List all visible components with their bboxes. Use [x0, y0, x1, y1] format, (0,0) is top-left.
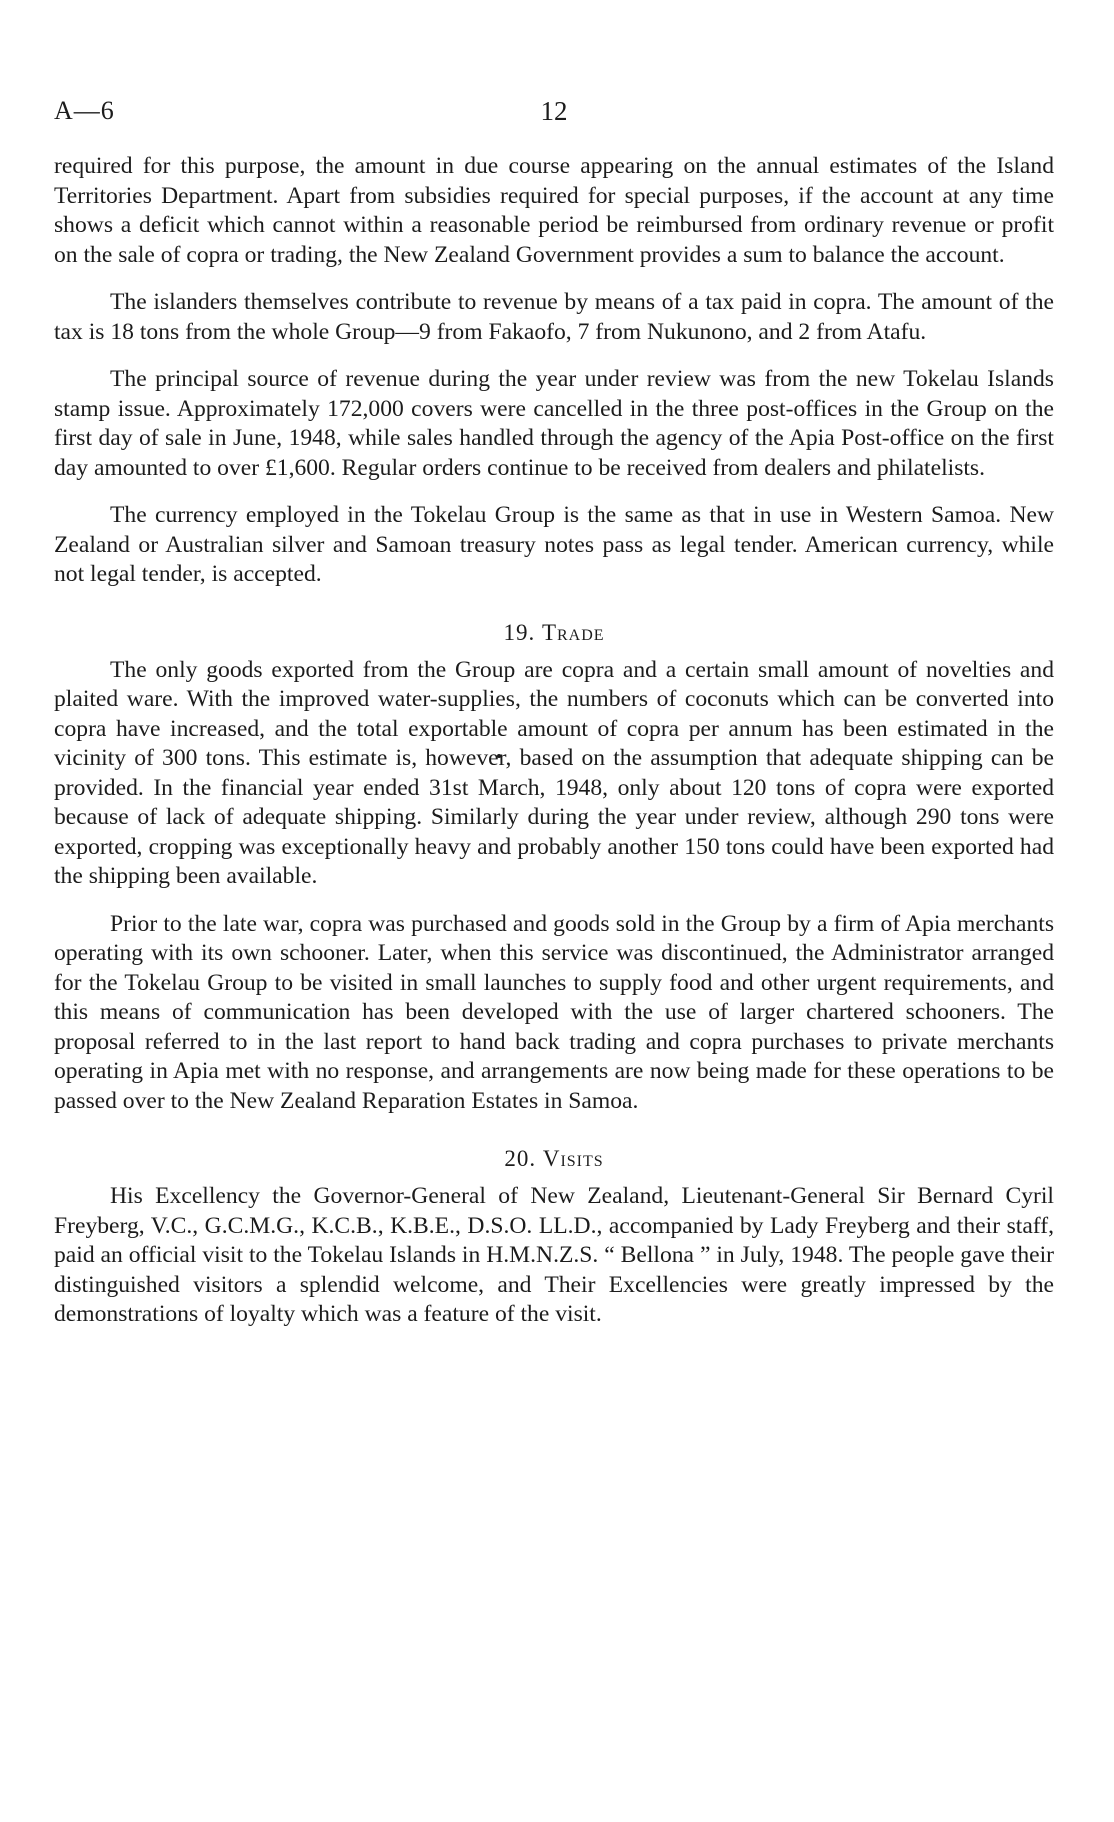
section-title: Visits: [542, 1146, 604, 1171]
paragraph-intro-3: The principal source of revenue during the year under review was from the new Tokelau Islands stamp issue. Approximately 172,000 covers were cancelled in the three post-offices in the Group on the first day of sale in June, 1948, while sales handled through the agency of the Apia Post-office on the first day amounted to over £1,600. Regular orders continue to be received from dealers and philatelists.: [54, 366, 1054, 481]
paragraph-intro-4: The currency employed in the Tokelau Group is the same as that in use in Western Samoa. New Zealand or Australian silver and Samoan treasury notes pass as legal tender. American currency, while not legal tender, is accepted.: [54, 502, 1054, 587]
paragraph-visits-1: His Excellency the Governor-General of New Zealand, Lieutenant-General Sir Bernard Cyril Freyberg, V.C., G.C.M.G., K.C.B., K.B.E., D.S.O. LL.D., accompanied by Lady Freyberg and their staff, paid an official visit to the Tokelau Islands in H.M.N.Z.S. “ Bellona ” in July, 1948. The people gave their distinguished visitors a splendid welcome, and Their Excellencies were greatly impressed by the demonstrations of loyalty which was a feature of the visit.: [54, 1183, 1054, 1327]
section-heading-visits: [54, 1146, 1054, 1172]
paragraph-trade-2: Prior to the late war, copra was purchased and goods sold in the Group by a firm of Apia merchants operating with its own schooner. Later, when this service was discontinued, the Administrator arranged for the Tokelau Group to be visited in small launches to supply food and other urgent requirements, and this means of communication has been developed with the use of larger chartered schooners. The proposal referred to in the last report to hand back trading and copra purchases to private merchants operating in Apia met with no response, and arrangements are now being made for these operations to be passed over to the New Zealand Reparation Estates in Samoa.: [54, 910, 1054, 1114]
section-number: 20.: [504, 1146, 537, 1171]
paragraph-intro-2: The islanders themselves contribute to revenue by means of a tax paid in copra. The amount of the tax is 18 tons from the whole Group—9 from Fakaofo, 7 from Nukunono, and 2 from Atafu.: [54, 289, 1054, 345]
document-page: [54, 96, 1054, 1348]
paragraph-trade-1: The only goods exported from the Group are copra and a certain small amount of novelties and plaited ware. With the improved water-supplies, the numbers of coconuts which can be converted into copra have increased, and the total exportable amount of copra per annum has been estimated in the vicinity of 300 tons. This estimate is, however, based on the assumption that adequate shipping can be provided. In the financial year ended 31st March, 1948, only about 120 tons of copra were exported because of lack of adequate shipping. Similarly during the year under review, although 290 tons were exported, cropping was exceptionally heavy and probably another 150 tons could have been exported had the shipping been available.: [54, 656, 1054, 889]
page-header: [54, 96, 1054, 136]
section-number: 19.: [503, 619, 536, 645]
section-title: Trade: [541, 619, 605, 645]
paragraph-intro-1: required for this purpose, the amount in due course appearing on the annual estimates of the Island Territories Department. Apart from subsidies required for special purposes, if the account at any time shows a deficit which cannot within a reasonable period be reimbursed from ordinary revenue or profit on the sale of copra or trading, the New Zealand Government provides a sum to balance the account.: [54, 153, 1054, 268]
page-number: 12: [540, 96, 568, 126]
page-reference: A—6: [54, 96, 115, 125]
section-heading-trade: [54, 620, 1054, 646]
